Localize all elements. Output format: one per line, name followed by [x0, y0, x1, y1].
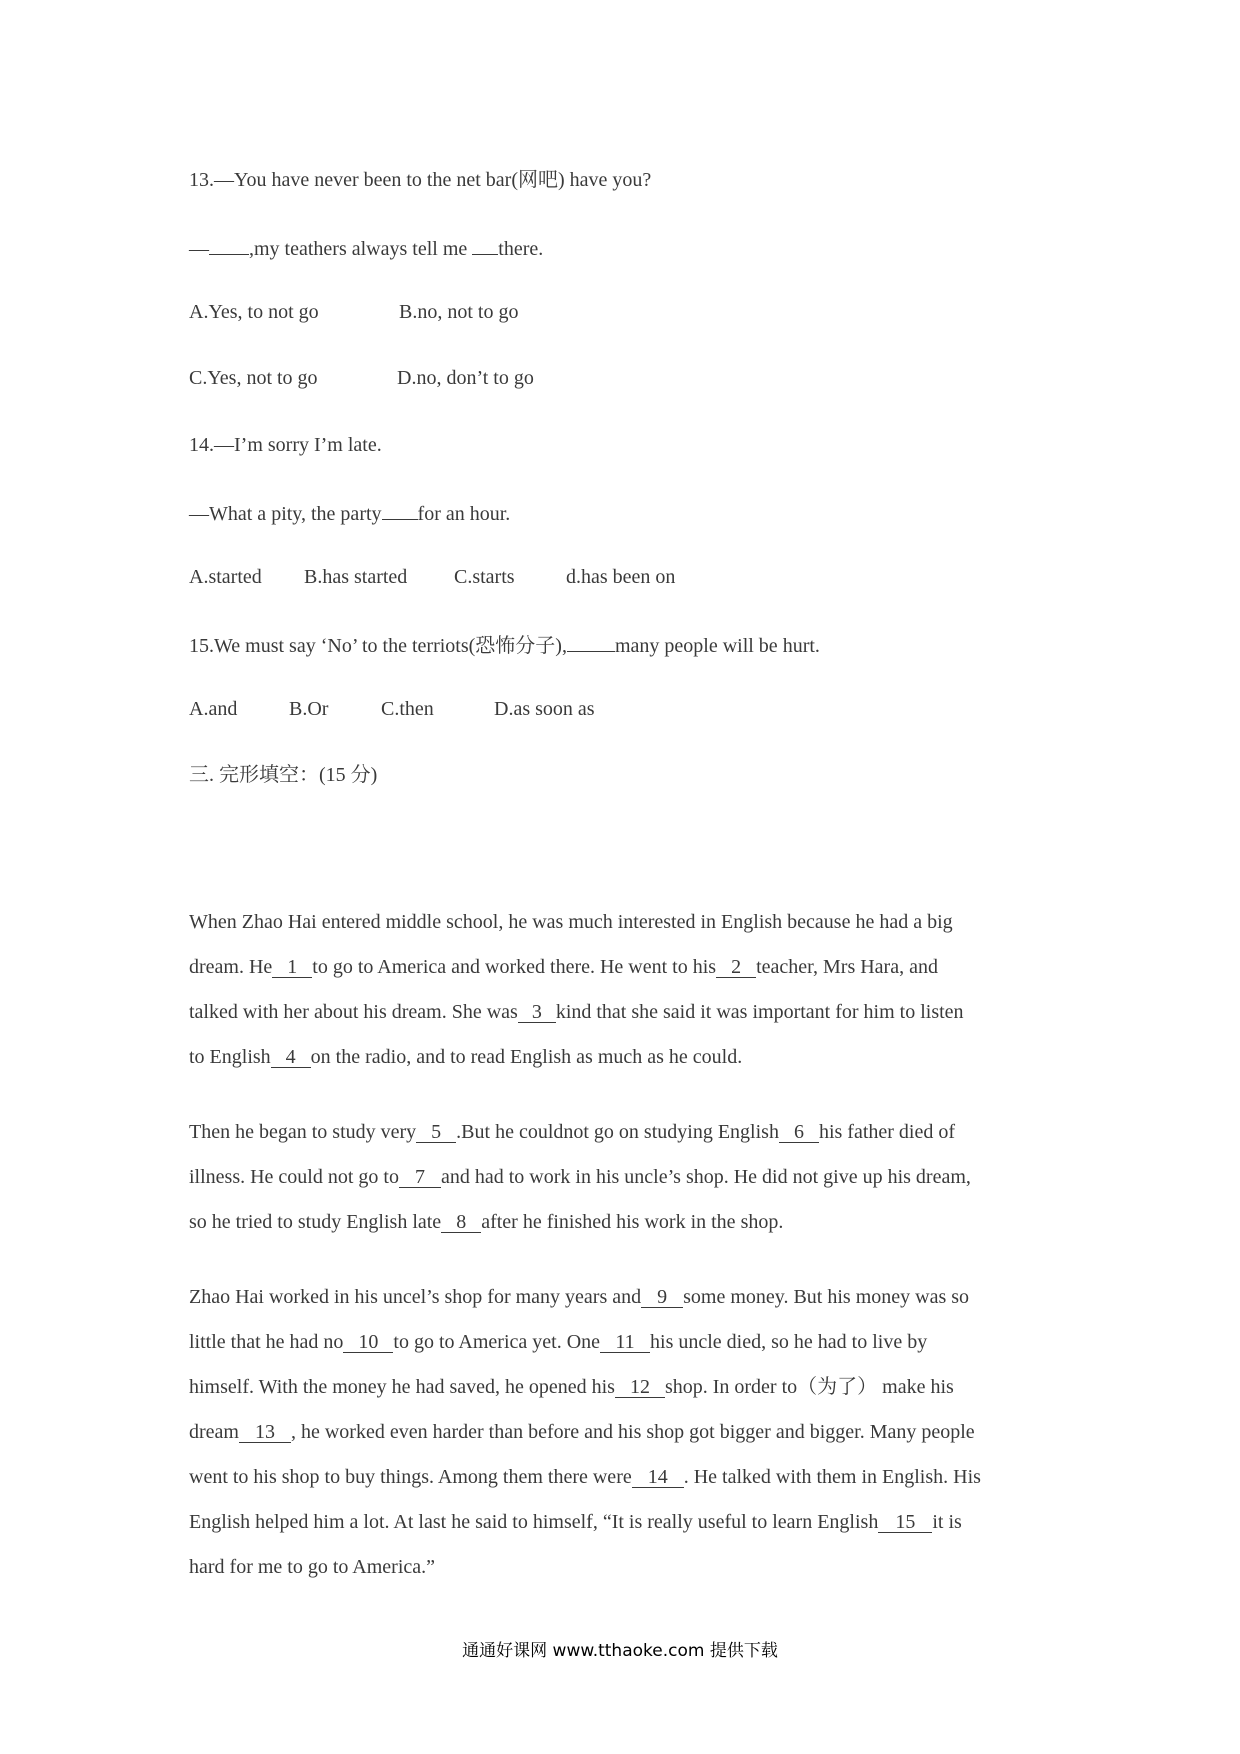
- q15-stem-text: 15.We must say ‘No’ to the terriots(恐怖分子),: [189, 635, 567, 657]
- q13-option-c: C.Yes, not to go: [189, 367, 318, 389]
- q13-options-row1: [189, 300, 518, 324]
- text: some money. But his money was so: [683, 1286, 970, 1308]
- q13-option-a: A.Yes, to not go: [189, 301, 319, 323]
- text: so he tried to study English late: [189, 1211, 442, 1233]
- cloze-blank-4: 4: [271, 1047, 311, 1068]
- cloze-blank-15: 15: [878, 1512, 932, 1533]
- text: . He talked with them in English. His: [683, 1466, 981, 1488]
- text: Then he began to study very: [189, 1121, 417, 1143]
- text: Zhao Hai worked in his uncel’s shop for many years and: [189, 1286, 642, 1308]
- cloze-blank-7: 7: [399, 1167, 441, 1188]
- q15-option-b: B.Or: [289, 698, 329, 720]
- cloze-blank-10: 10: [343, 1332, 393, 1353]
- text: dream. He: [189, 956, 273, 978]
- text: , he worked even harder than before and his shop got bigger and bigger. Many people: [290, 1421, 975, 1443]
- q14-stem: 14.—I’m sorry I’m late.: [189, 434, 382, 456]
- cloze-blank-13: 13: [239, 1422, 291, 1443]
- cloze-blank-14: 14: [632, 1467, 684, 1488]
- q14-option-c: C.starts: [454, 566, 515, 588]
- q14-option-a: A.started: [189, 566, 262, 588]
- cloze-blank-8: 8: [441, 1212, 481, 1233]
- q15-blank: [567, 631, 615, 652]
- cloze-blank-3: 3: [518, 1002, 556, 1023]
- text: illness. He could not go to: [189, 1166, 399, 1188]
- cloze-p3-line: [189, 1420, 1069, 1465]
- cloze-blank-1: 1: [272, 957, 312, 978]
- q13-option-b: B.no, not to go: [399, 301, 519, 323]
- cloze-p3-line: hard for me to go to America.”: [189, 1556, 436, 1578]
- text: kind that she said it was important for him to listen: [555, 1001, 964, 1023]
- q15-stem-end: many people will be hurt.: [614, 635, 820, 657]
- text: dream: [189, 1421, 239, 1443]
- cloze-p1-line: [189, 1045, 1069, 1090]
- q13-reply-dash: —: [189, 238, 209, 260]
- section-heading: 三. 完形填空：(15 分): [189, 764, 378, 786]
- q14-option-b: B.has started: [304, 566, 408, 588]
- q13-reply-text: ,my teathers always tell me: [249, 238, 473, 260]
- q15-option-d: D.as soon as: [494, 698, 595, 720]
- q13-reply: [189, 234, 543, 261]
- cloze-blank-12: 12: [615, 1377, 665, 1398]
- q13-options-row2: [189, 366, 534, 390]
- cloze-p2-line: [189, 1120, 1069, 1165]
- q15-option-a: A.and: [189, 698, 238, 720]
- cloze-p1-line: When Zhao Hai entered middle school, he was much interested in English because he had a big: [189, 911, 953, 933]
- cloze-paragraph-2: [189, 1120, 1069, 1255]
- q14-blank: [382, 499, 418, 520]
- text: it is: [932, 1511, 962, 1533]
- q13-option-d: D.no, don’t to go: [397, 367, 534, 389]
- q13-blank-2: [472, 234, 498, 255]
- cloze-p3-line: [189, 1375, 1069, 1420]
- cloze-p3-line: [189, 1330, 1069, 1375]
- text: on the radio, and to read English as much as he could.: [310, 1046, 743, 1068]
- page-footer: 通通好课网 www.tthaoke.com 提供下载: [462, 1641, 778, 1661]
- cloze-blank-5: 5: [416, 1122, 456, 1143]
- q14-reply-text: —What a pity, the party: [189, 503, 382, 525]
- text: to English: [189, 1046, 271, 1068]
- text: English helped him a lot. At last he said to himself, “It is really useful to learn English: [189, 1511, 879, 1533]
- text: talked with her about his dream. She was: [189, 1001, 518, 1023]
- cloze-p1-line: [189, 955, 1069, 1000]
- text: and had to work in his uncle’s shop. He did not give up his dream,: [440, 1166, 971, 1188]
- q13-reply-end: there.: [498, 238, 544, 260]
- cloze-paragraph-1: [189, 910, 1069, 1090]
- text: to go to America yet. One: [393, 1331, 601, 1353]
- cloze-blank-6: 6: [779, 1122, 819, 1143]
- q13-blank-1: [209, 234, 249, 255]
- text: teacher, Mrs Hara, and: [756, 956, 938, 978]
- text: after he finished his work in the shop.: [481, 1211, 784, 1233]
- cloze-p2-line: [189, 1210, 1069, 1255]
- text: shop. In order to（为了） make his: [664, 1376, 954, 1398]
- text: his father died of: [818, 1121, 956, 1143]
- text: .But he couldnot go on studying English: [456, 1121, 779, 1143]
- text: went to his shop to buy things. Among them there were: [189, 1466, 632, 1488]
- cloze-blank-2: 2: [716, 957, 756, 978]
- q13-stem: 13.—You have never been to the net bar(网吧) have you?: [189, 169, 652, 191]
- q14-options: [189, 565, 675, 589]
- cloze-p2-line: [189, 1165, 1069, 1210]
- text: to go to America and worked there. He went to his: [312, 956, 717, 978]
- cloze-blank-9: 9: [641, 1287, 683, 1308]
- cloze-p3-line: [189, 1510, 1069, 1555]
- q15-stem: [189, 631, 820, 658]
- q15-option-c: C.then: [381, 698, 434, 720]
- q14-option-d: d.has been on: [566, 566, 676, 588]
- cloze-blank-11: 11: [600, 1332, 650, 1353]
- q14-reply-end: for an hour.: [417, 503, 511, 525]
- text: little that he had no: [189, 1331, 344, 1353]
- q14-reply: [189, 499, 510, 526]
- cloze-p3-line: [189, 1285, 1069, 1330]
- cloze-paragraph-3: [189, 1285, 1069, 1600]
- text: his uncle died, so he had to live by: [650, 1331, 928, 1353]
- q15-options: [189, 697, 595, 721]
- text: himself. With the money he had saved, he opened his: [189, 1376, 615, 1398]
- cloze-p3-line: [189, 1465, 1069, 1510]
- cloze-p1-line: [189, 1000, 1069, 1045]
